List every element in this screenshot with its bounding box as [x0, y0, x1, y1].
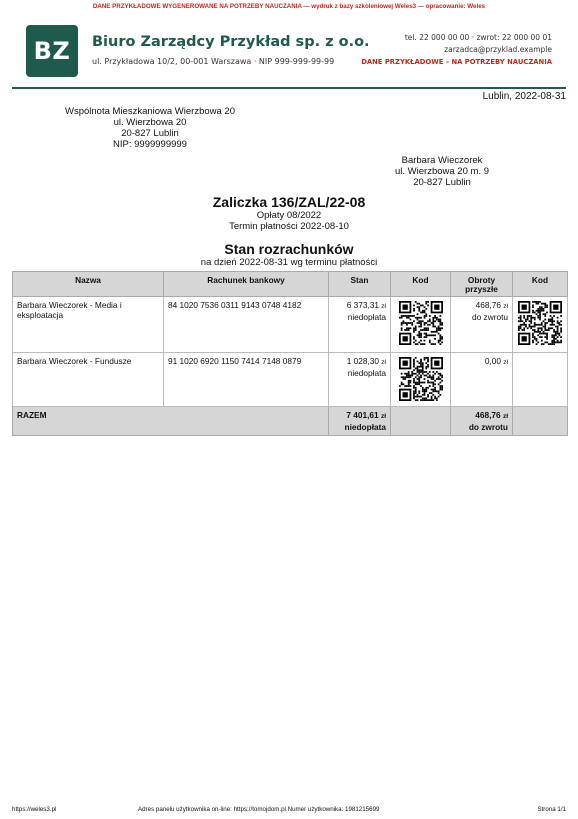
footer-user-panel: Adres panelu użytkownika on-line: https://tomojdom.pl Numer użytkownika: 1981215699 [138, 806, 380, 813]
total-empty-cell-2 [513, 407, 568, 436]
total-turnover [451, 407, 513, 436]
total-state-note: niedopłata [344, 422, 386, 432]
qr-code-icon [399, 357, 443, 401]
document-subtitle: Opłaty 08/2022 [256, 210, 322, 221]
total-turnover-amount: 468,76 [475, 410, 501, 420]
total-label: RAZEM [13, 407, 329, 436]
section-title: Stan rozrachunków [224, 241, 354, 257]
column-header-turnover: Obroty przyszłe [451, 272, 513, 297]
row-qr-cell-2 [513, 297, 568, 353]
turnover-note: do zwrotu [472, 312, 508, 322]
total-empty-cell [391, 407, 451, 436]
row-name: Barbara Wieczorek - Fundusze [13, 353, 164, 407]
total-row [13, 407, 568, 436]
recipient-line: 20-827 Lublin [121, 128, 179, 139]
total-turnover-currency: zł [502, 413, 508, 420]
company-note: DANE PRZYKŁADOWE – NA POTRZEBY NAUCZANIA [361, 58, 552, 66]
turnover-currency: zł [503, 303, 508, 310]
recipient-line: ul. Wierzbowa 20 [113, 117, 187, 128]
settlement-section [0, 242, 578, 268]
row-turnover [451, 297, 513, 353]
state-amount: 6 373,31 [346, 300, 379, 310]
row-state [329, 353, 391, 407]
payer-line: 20-827 Lublin [413, 177, 471, 188]
company-phone: tel. 22 000 00 00 · zwrot: 22 000 00 01 [404, 33, 552, 42]
row-turnover [451, 353, 513, 407]
company-address: ul. Przykładowa 10/2, 00-001 Warszawa · NIP 999-999-99-99 [92, 57, 335, 66]
document-title: Zaliczka 136/ZAL/22-08 [212, 194, 366, 210]
recipient-address [55, 106, 245, 150]
recipient-line: NIP: 9999999999 [113, 139, 187, 150]
turnover-currency: zł [503, 359, 508, 366]
settlement-table [12, 271, 568, 436]
company-email: zarzadca@przyklad.example [444, 45, 552, 54]
turnover-amount: 0,00 [484, 356, 501, 366]
document-title-block [0, 195, 578, 232]
column-header-name: Nazwa [13, 272, 164, 297]
row-qr-cell [391, 353, 451, 407]
row-name: Barbara Wieczorek - Media i eksploatacja [13, 297, 164, 353]
header-divider [12, 87, 566, 89]
total-state [329, 407, 391, 436]
row-state [329, 297, 391, 353]
payer-address [367, 155, 517, 188]
row-empty-cell [513, 353, 568, 407]
recipient-line: Wspólnota Mieszkaniowa Wierzbowa 20 [64, 106, 236, 117]
column-header-code: Kod [391, 272, 451, 297]
state-note: niedopłata [347, 368, 386, 378]
row-qr-cell [391, 297, 451, 353]
qr-code-icon [399, 301, 443, 345]
document-date: Lublin, 2022-08-31 [482, 91, 566, 102]
payer-line: Barbara Wieczorek [401, 155, 483, 166]
total-turnover-note: do zwrotu [468, 422, 508, 432]
state-amount: 1 028,30 [346, 356, 379, 366]
section-subtitle: na dzień 2022-08-31 wg terminu płatności [200, 257, 378, 268]
qr-code-icon [518, 301, 562, 345]
state-currency: zł [381, 303, 386, 310]
company-name: Biuro Zarządcy Przykład sp. z o.o. [92, 34, 370, 50]
column-header-code-2: Kod [513, 272, 568, 297]
payment-due: Termin płatności 2022-08-10 [229, 221, 349, 232]
table-header-row [13, 272, 568, 297]
state-currency: zł [381, 359, 386, 366]
footer-website[interactable]: https://weles3.pl [12, 806, 57, 813]
table-row [13, 353, 568, 407]
state-note: niedopłata [347, 312, 386, 322]
payer-line: ul. Wierzbowa 20 m. 9 [395, 166, 489, 177]
total-state-amount: 7 401,61 [346, 410, 379, 420]
row-account: 91 1020 6920 1150 7414 7148 0879 [164, 353, 329, 407]
column-header-state: Stan [329, 272, 391, 297]
total-state-currency: zł [380, 413, 386, 420]
turnover-amount: 468,76 [475, 300, 501, 310]
sample-data-banner: DANE PRZYKŁADOWE WYGENEROWANE NA POTRZEBY NAUCZANIA — wydruk z bazy szkoleniowej Weles3 — opracowanie: Weles [92, 3, 486, 10]
footer-page-number: Strona 1/1 [537, 806, 566, 813]
row-account: 84 1020 7536 0311 9143 0748 4182 [164, 297, 329, 353]
company-logo: BZ [26, 25, 78, 77]
table-row [13, 297, 568, 353]
column-header-account: Rachunek bankowy [164, 272, 329, 297]
